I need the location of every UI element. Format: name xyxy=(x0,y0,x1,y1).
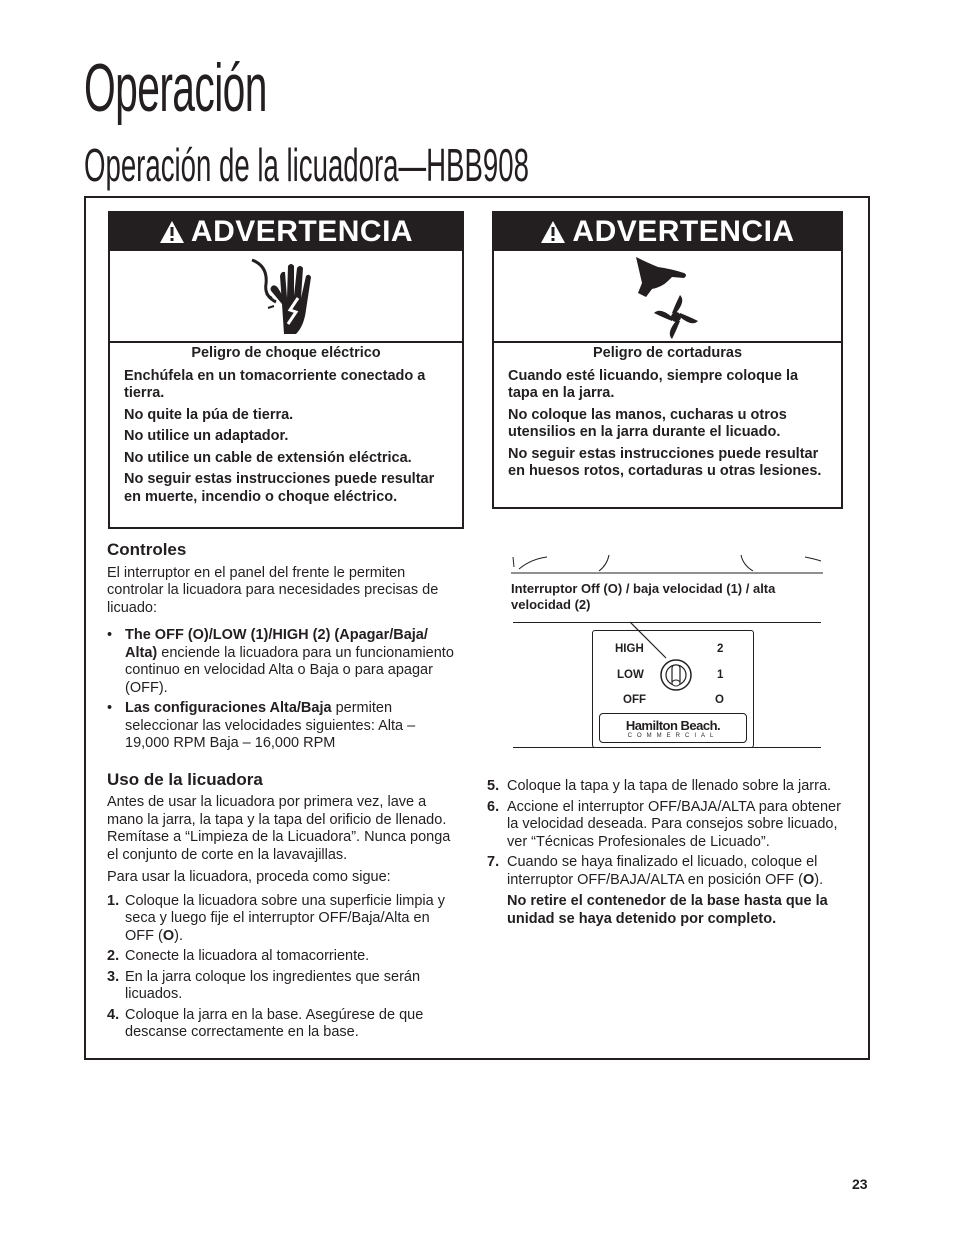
final-note: No retire el contenedor de la base hasta que la unidad se haya detenido por completo. xyxy=(507,893,828,927)
warning-box-cut xyxy=(492,211,843,509)
hazard-title: Peligro de cortaduras xyxy=(592,345,743,361)
list-item: • Las configuraciones Alta/Baja permiten seleccionar las velocidades siguientes: Alta – 19,000 RPM Baja – 16,000 RPM xyxy=(107,700,416,751)
controls-intro: El interruptor en el panel del frente le permiten controlar la licuadora para necesidades precisas de licuado: xyxy=(107,564,439,616)
warning-triangle-icon xyxy=(540,220,566,244)
brand-logo xyxy=(599,713,747,743)
list-item: 5. Coloque la tapa y la tapa de llenado sobre la jarra. xyxy=(487,778,832,794)
warning-triangle-icon xyxy=(159,220,185,244)
warning-line: No seguir estas instrucciones puede resultar en huesos rotos, cortaduras u otras lesiones. xyxy=(508,445,822,479)
low-label: LOW xyxy=(617,669,644,681)
usage-lead: Para usar la licuadora, proceda como sigue: xyxy=(107,869,391,885)
speed-1-label: 1 xyxy=(717,669,724,681)
diagram-caption: Interruptor Off (O) / baja velocidad (1) / alta velocidad (2) xyxy=(511,581,776,612)
warning-header xyxy=(110,213,462,251)
warning-line: No quite la púa de tierra. xyxy=(124,406,294,423)
control-panel xyxy=(592,630,754,748)
hand-blade-cut-icon xyxy=(628,253,708,339)
bullet-text: enciende la licuadora para un funcionamiento continuo en velocidad Alta o Baja o para apagar (OFF). xyxy=(125,644,454,696)
high-label: HIGH xyxy=(615,643,644,655)
warning-line: No seguir estas instrucciones puede resultar en muerte, incendio o choque eléctrico. xyxy=(124,471,435,505)
usage-steps-right xyxy=(487,778,849,933)
bullet-bold: Las configuraciones Alta/Baja xyxy=(125,700,332,716)
warning-header-label: ADVERTENCIA xyxy=(190,215,414,248)
page-number: 23 xyxy=(852,1176,868,1192)
page-title: Operación xyxy=(84,50,267,126)
usage-heading: Uso de la licuadora xyxy=(107,769,263,789)
brand-name: Hamilton Beach. xyxy=(625,718,721,733)
controls-heading: Controles xyxy=(107,540,187,559)
bullet-bold: The OFF (O)/LOW (1)/HIGH (2) (Apagar/Baja/ Alta) xyxy=(125,627,428,661)
warning-line: Enchúfela en un tomacorriente conectado a tierra. xyxy=(124,367,426,401)
warning-line: Cuando esté licuando, siempre coloque la tapa en la jarra. xyxy=(508,367,799,401)
toggle-switch-icon[interactable] xyxy=(659,651,693,697)
bullet-text: permiten seleccionar las velocidades siguientes: Alta – 19,000 RPM Baja – 16,000 RPM xyxy=(125,700,416,751)
brand-sub: COMMERCIAL xyxy=(627,733,719,739)
list-item: 4. Coloque la jarra en la base. Asegúrese de que descanse correctamente en la base. xyxy=(107,1006,424,1040)
list-item: 1. Coloque la licuadora sobre una superficie limpia y seca y luego fije el interruptor OFF/Baja/Alta en OFF (O). xyxy=(107,892,445,944)
electric-shock-hand-icon xyxy=(246,254,326,338)
controls-section xyxy=(107,541,457,1045)
usage-intro: Antes de usar la licuadora por primera vez, lave a mano la jarra, la tapa y la tapa del orificio de llenado. Remítase a “Limpieza de la Licuadora”. Nunca ponga el conjunto de corte en la lavavajillas. xyxy=(107,794,451,863)
warning-line: No utilice un cable de extensión eléctrica. xyxy=(124,449,412,466)
off-label: OFF xyxy=(623,694,646,706)
blender-base-sketch xyxy=(511,553,823,577)
list-item: • The OFF (O)/LOW (1)/HIGH (2) (Apagar/Baja/ Alta) enciende la licuadora para un funcionamiento continuo en velocidad Alta o Baja o para apagar (OFF). xyxy=(107,627,454,696)
list-item: 3. En la jarra coloque los ingredientes que serán licuados. xyxy=(107,968,421,1002)
warning-pictogram xyxy=(110,251,462,343)
warning-box-shock xyxy=(108,211,464,529)
hazard-title: Peligro de choque eléctrico xyxy=(191,345,381,361)
speed-2-label: 2 xyxy=(717,643,724,655)
warning-header-label: ADVERTENCIA xyxy=(572,215,795,248)
warning-line: No coloque las manos, cucharas u otros utensilios en la jarra durante el licuado. xyxy=(508,406,787,440)
list-item: 7. Cuando se haya finalizado el licuado, coloque el interruptor OFF/BAJA/ALTA en posición OFF (O). xyxy=(487,854,824,888)
off-symbol-label: O xyxy=(715,694,724,706)
list-item: 6. Accione el interruptor OFF/BAJA/ALTA para obtener la velocidad deseada. Para consejos sobre licuado, ver “Técnicas Profesionales de Licuado”. xyxy=(487,798,841,850)
list-item: 2. Conecte la licuadora al tomacorriente. xyxy=(107,948,370,964)
warning-header xyxy=(494,213,841,251)
warning-pictogram xyxy=(494,251,841,343)
warning-line: No utilice un adaptador. xyxy=(124,428,289,444)
section-title: Operación de la licuadora—HBB908 xyxy=(84,139,529,191)
